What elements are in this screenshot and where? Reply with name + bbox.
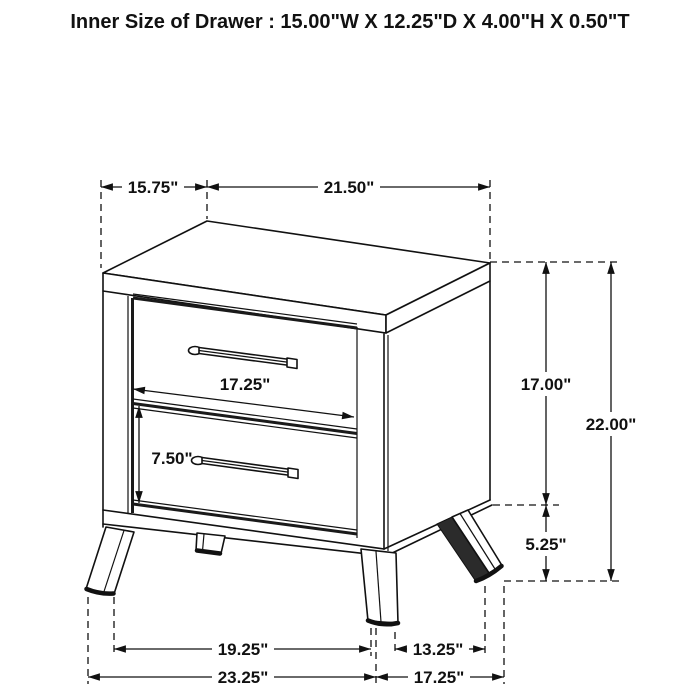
dim-bottom-drawer-height-label: 7.50" <box>151 449 193 468</box>
cabinet-body <box>103 281 492 556</box>
dim-side-feet-outer-label: 17.25" <box>413 668 465 687</box>
front-left-leg <box>86 527 134 594</box>
dim-side-feet-inner-label: 13.25" <box>412 640 464 659</box>
dim-top-width-label: 21.50" <box>323 178 375 197</box>
back-right-leg <box>437 510 502 582</box>
nightstand-drawing <box>86 221 502 624</box>
drawer-fronts <box>133 294 357 534</box>
bottom-drawer-handle <box>192 457 299 479</box>
front-right-leg <box>361 549 398 624</box>
back-left-leg <box>196 533 225 554</box>
dim-front-feet-inner-label: 19.25" <box>217 640 269 659</box>
dim-front-feet-outer-label: 23.25" <box>217 668 269 687</box>
dim-leg-height-label: 5.25" <box>525 535 567 554</box>
dim-cabinet-height-label: 17.00" <box>520 375 572 394</box>
dim-top-depth-label: 15.75" <box>127 178 179 197</box>
dim-overall-height-label: 22.00" <box>585 415 637 434</box>
top-drawer-handle <box>189 347 298 369</box>
dim-drawer-width-label: 17.25" <box>219 375 271 394</box>
page-title: Inner Size of Drawer : 15.00"W X 12.25"D X 4.00"H X 0.50"T <box>70 11 630 33</box>
